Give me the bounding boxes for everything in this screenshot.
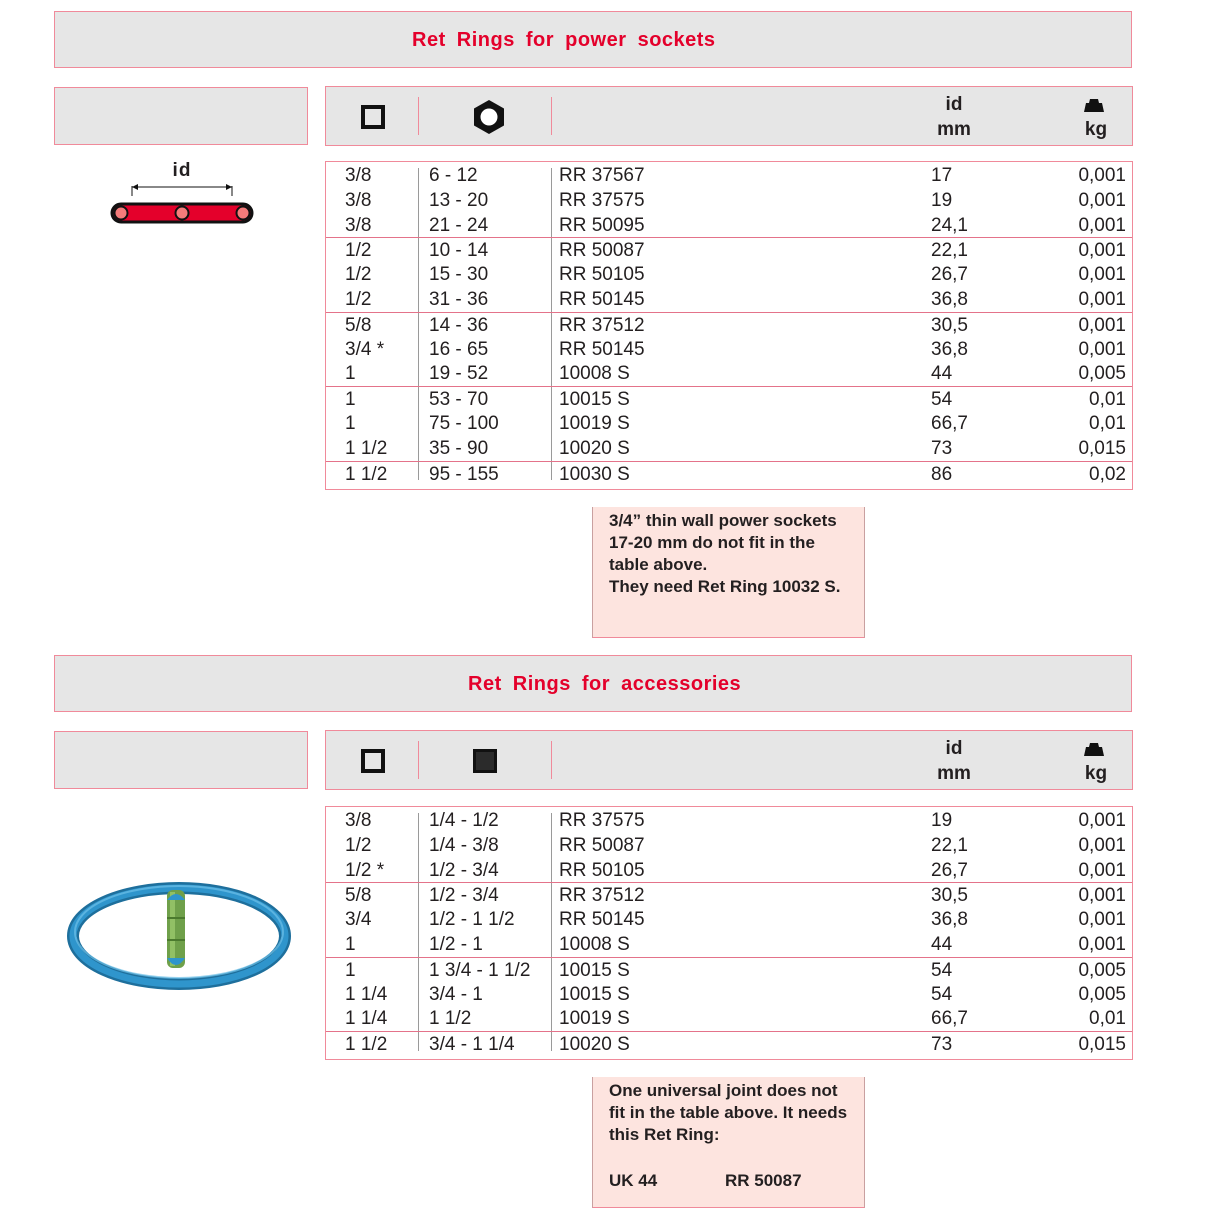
size-cell: 1/4 - 3/8 xyxy=(429,834,499,856)
weight-cell: 0,015 xyxy=(1078,1034,1126,1056)
ref-cell: 10008 S xyxy=(559,934,630,955)
note-line: They need Ret Ring 10032 S. xyxy=(609,577,841,596)
weight-cell: 0,015 xyxy=(1078,437,1126,459)
section1-table-header xyxy=(325,86,1133,146)
note-line: this Ret Ring: xyxy=(609,1125,720,1144)
table-row xyxy=(326,932,1132,957)
size-cell: 6 - 12 xyxy=(429,165,478,186)
section2-title: Ret Rings for accessories xyxy=(468,673,742,695)
id-cell: 26,7 xyxy=(931,264,968,286)
weight-icon xyxy=(1083,97,1105,113)
drive-cell: 1 xyxy=(345,389,356,411)
drive-cell: 5/8 xyxy=(345,314,372,336)
note-line: 17-20 mm do not fit in the xyxy=(609,533,815,552)
note-item-left: UK 44 xyxy=(609,1171,658,1190)
size-cell: 75 - 100 xyxy=(429,413,499,434)
drive-cell: 1 1/4 xyxy=(345,983,388,1005)
ring-section-svg xyxy=(108,180,256,230)
table-row xyxy=(326,1006,1132,1031)
weight-cell: 0,02 xyxy=(1089,463,1126,485)
weight-cell: 0,001 xyxy=(1078,834,1126,856)
size-cell: 31 - 36 xyxy=(429,289,489,310)
table-row xyxy=(326,461,1132,487)
size-cell: 1/2 - 1 xyxy=(429,934,483,955)
size-cell: 53 - 70 xyxy=(429,389,489,411)
drive-cell: 5/8 xyxy=(345,885,372,907)
weight-cell: 0,001 xyxy=(1078,264,1126,286)
drive-cell: 3/8 xyxy=(345,189,372,211)
size-cell: 16 - 65 xyxy=(429,338,489,360)
table-row xyxy=(326,411,1132,436)
drive-cell: 1 xyxy=(345,959,356,981)
id-cell: 36,8 xyxy=(931,909,968,931)
blue-ret-ring-image xyxy=(64,878,296,992)
drive-cell: 1/2 xyxy=(345,834,372,856)
weight-cell: 0,001 xyxy=(1078,909,1126,931)
id-cell: 36,8 xyxy=(931,289,968,310)
note-line: fit in the table above. It needs xyxy=(609,1103,848,1122)
id-cell: 73 xyxy=(931,1034,953,1056)
id-cell: 30,5 xyxy=(931,885,968,907)
section2-side-header xyxy=(54,731,308,789)
id-cell: 54 xyxy=(931,983,953,1005)
table-row xyxy=(326,907,1132,932)
ref-cell: RR 37575 xyxy=(559,810,645,831)
size-cell: 35 - 90 xyxy=(429,437,489,459)
table-row xyxy=(326,163,1132,188)
table-row xyxy=(326,436,1132,461)
weight-icon xyxy=(1083,741,1105,757)
id-cell: 36,8 xyxy=(931,338,968,360)
drive-cell: 1 1/2 xyxy=(345,463,388,485)
table-row xyxy=(326,213,1132,238)
weight-cell: 0,01 xyxy=(1089,1008,1126,1030)
id-cell: 24,1 xyxy=(931,214,968,236)
id-cell: 22,1 xyxy=(931,240,968,262)
size-cell: 15 - 30 xyxy=(429,264,489,286)
id-cell: 86 xyxy=(931,463,953,485)
size-cell: 21 - 24 xyxy=(429,214,489,236)
id-cell: 66,7 xyxy=(931,1008,968,1030)
drive-cell: 1 1/2 xyxy=(345,1034,388,1056)
ref-cell: 10008 S xyxy=(559,363,630,385)
drive-cell: 3/4 * xyxy=(345,338,385,360)
size-cell: 1/4 - 1/2 xyxy=(429,810,499,831)
note-items xyxy=(609,1170,864,1192)
note-line: table above. xyxy=(609,555,708,574)
weight-cell: 0,001 xyxy=(1078,885,1126,907)
note-line: One universal joint does not xyxy=(609,1081,838,1100)
weight-cell: 0,005 xyxy=(1078,959,1126,981)
size-cell: 95 - 155 xyxy=(429,463,499,485)
ref-cell: RR 50087 xyxy=(559,240,645,262)
id-cell: 54 xyxy=(931,959,953,981)
drive-cell: 1 xyxy=(345,413,356,434)
ref-cell: RR 50145 xyxy=(559,338,645,360)
weight-cell: 0,001 xyxy=(1078,214,1126,236)
drive-cell: 3/8 xyxy=(345,810,372,831)
id-cell: 26,7 xyxy=(931,859,968,881)
table-row xyxy=(326,262,1132,287)
id-cell: 22,1 xyxy=(931,834,968,856)
ref-cell: RR 50145 xyxy=(559,289,645,310)
section2-table xyxy=(325,806,1133,1060)
weight-cell: 0,005 xyxy=(1078,363,1126,385)
ring-cross-section-diagram xyxy=(108,158,256,230)
ref-cell: RR 37567 xyxy=(559,165,645,186)
section2-note xyxy=(592,1077,865,1208)
table-row xyxy=(326,833,1132,858)
weight-cell: 0,005 xyxy=(1078,983,1126,1005)
id-header-label: id xyxy=(945,738,963,759)
table-row xyxy=(326,882,1132,908)
table-row xyxy=(326,361,1132,386)
ref-cell: 10020 S xyxy=(559,437,630,459)
ref-cell: 10030 S xyxy=(559,463,630,485)
drive-cell: 1 1/2 xyxy=(345,437,388,459)
id-header-label: id xyxy=(945,94,963,115)
size-cell: 14 - 36 xyxy=(429,314,489,336)
ref-cell: RR 37512 xyxy=(559,885,645,907)
table-row xyxy=(326,858,1132,883)
drive-cell: 3/8 xyxy=(345,165,372,186)
size-cell: 10 - 14 xyxy=(429,240,489,262)
table-row xyxy=(326,386,1132,412)
weight-cell: 0,001 xyxy=(1078,240,1126,262)
square-outline-icon xyxy=(361,105,385,129)
table-row xyxy=(326,237,1132,263)
ref-cell: 10015 S xyxy=(559,959,630,981)
size-cell: 1 3/4 - 1 1/2 xyxy=(429,959,531,981)
id-cell: 19 xyxy=(931,189,953,211)
ref-cell: RR 50087 xyxy=(559,834,645,856)
size-cell: 19 - 52 xyxy=(429,363,489,385)
id-cell: 66,7 xyxy=(931,413,968,434)
id-cell: 17 xyxy=(931,165,953,186)
id-cell: 30,5 xyxy=(931,314,968,336)
weight-cell: 0,01 xyxy=(1089,389,1126,411)
note-item-right: RR 50087 xyxy=(725,1171,802,1190)
ref-cell: RR 50095 xyxy=(559,214,645,236)
table-row xyxy=(326,808,1132,833)
table-row xyxy=(326,287,1132,312)
id-cell: 44 xyxy=(931,934,953,955)
ref-cell: RR 50145 xyxy=(559,909,645,931)
drive-cell: 1 1/4 xyxy=(345,1008,388,1030)
square-filled-icon xyxy=(472,748,498,774)
drive-cell: 3/4 xyxy=(345,909,372,931)
id-header-unit: mm xyxy=(937,119,971,140)
ref-cell: 10019 S xyxy=(559,1008,630,1030)
id-header-unit: mm xyxy=(937,763,971,784)
table-row xyxy=(326,1031,1132,1057)
weight-cell: 0,001 xyxy=(1078,289,1126,310)
ref-cell: 10015 S xyxy=(559,983,630,1005)
weight-cell: 0,001 xyxy=(1078,859,1126,881)
id-cell: 73 xyxy=(931,437,953,459)
id-cell: 54 xyxy=(931,389,953,411)
diagram-id-label: id xyxy=(172,160,192,181)
ref-cell: 10015 S xyxy=(559,389,630,411)
size-cell: 1/2 - 1 1/2 xyxy=(429,909,515,931)
ref-cell: 10020 S xyxy=(559,1034,630,1056)
table-row xyxy=(326,957,1132,983)
weight-cell: 0,001 xyxy=(1078,810,1126,831)
ref-cell: 10019 S xyxy=(559,413,630,434)
ref-cell: RR 37575 xyxy=(559,189,645,211)
note-line: 3/4” thin wall power sockets xyxy=(609,511,837,530)
drive-cell: 1/2 xyxy=(345,289,372,310)
section2-title-band xyxy=(54,655,1132,712)
drive-cell: 1/2 xyxy=(345,264,372,286)
table-row xyxy=(326,982,1132,1007)
section1-title-band xyxy=(54,11,1132,68)
weight-cell: 0,01 xyxy=(1089,413,1126,434)
table-row xyxy=(326,312,1132,338)
id-cell: 19 xyxy=(931,810,953,831)
weight-header-unit: kg xyxy=(1084,119,1108,140)
weight-cell: 0,001 xyxy=(1078,338,1126,360)
drive-cell: 1 xyxy=(345,363,356,385)
section1-note xyxy=(592,507,865,638)
drive-cell: 1 xyxy=(345,934,356,955)
size-cell: 3/4 - 1 xyxy=(429,983,483,1005)
weight-cell: 0,001 xyxy=(1078,314,1126,336)
table-row xyxy=(326,337,1132,362)
weight-cell: 0,001 xyxy=(1078,934,1126,955)
size-cell: 13 - 20 xyxy=(429,189,489,211)
id-cell: 44 xyxy=(931,363,953,385)
size-cell: 3/4 - 1 1/4 xyxy=(429,1034,515,1056)
hex-nut-icon xyxy=(471,98,507,136)
ref-cell: RR 50105 xyxy=(559,859,645,881)
section2-table-header xyxy=(325,730,1133,790)
weight-cell: 0,001 xyxy=(1078,189,1126,211)
ref-cell: RR 37512 xyxy=(559,314,645,336)
size-cell: 1/2 - 3/4 xyxy=(429,885,499,907)
section1-side-header xyxy=(54,87,308,145)
drive-cell: 1/2 xyxy=(345,240,372,262)
size-cell: 1 1/2 xyxy=(429,1008,472,1030)
weight-header-unit: kg xyxy=(1084,763,1108,784)
section1-table xyxy=(325,161,1133,490)
size-cell: 1/2 - 3/4 xyxy=(429,859,499,881)
square-outline-icon xyxy=(361,749,385,773)
drive-cell: 1/2 * xyxy=(345,859,385,881)
drive-cell: 3/8 xyxy=(345,214,372,236)
section1-title: Ret Rings for power sockets xyxy=(412,29,716,51)
ref-cell: RR 50105 xyxy=(559,264,645,286)
table-row xyxy=(326,188,1132,213)
weight-cell: 0,001 xyxy=(1078,165,1126,186)
